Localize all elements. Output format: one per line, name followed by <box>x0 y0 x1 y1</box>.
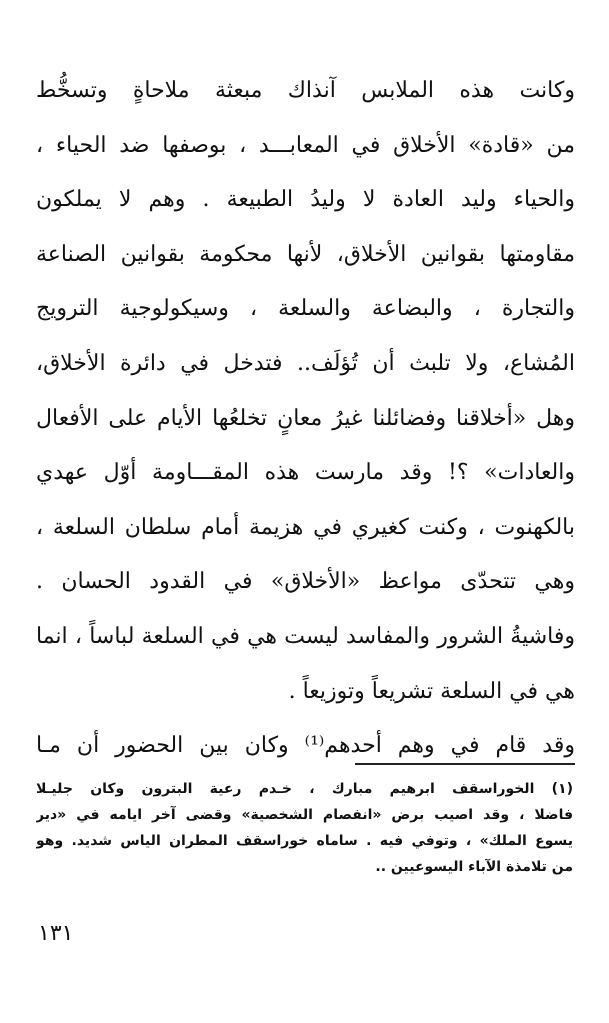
body-line: مقاومتها بقوانين الأخلاق، لأنها محكومة بقوانين الصناعة <box>36 241 575 267</box>
footnote-line: يسوع الملك» ، وتوفي فيه . ساماه خوراسقف المطران الياس شديد. وهو <box>36 833 573 849</box>
body-line: وكانت هذه الملابس آنذاك مبعثة ملاحاةٍ وتسخُّط <box>36 78 575 103</box>
footnote <box>36 776 573 880</box>
body-line: والعادات» ؟! وقد مارست هذه المقـــاومة أوّل عهدي <box>36 460 575 486</box>
body-line: والحياء وليد العادة لا وليدُ الطبيعة . وهم لا يملكون <box>36 187 575 213</box>
body-line: من «قادة» الأخلاق في المعابـــد ، بوصفها ضد الحياء ، <box>36 132 575 158</box>
footnote-separator <box>355 763 575 765</box>
body-line: وهي تتحدّى مواعظ «الأخلاق» في القدود الحسان . <box>36 569 575 595</box>
body-line: بالكهنوت ، وكنت كغيري في هزيمة أمام سلطان السلعة ، <box>36 514 575 540</box>
body-line: وقد قام في وهم أحدهم⁽¹⁾ وكان بين الحضور أن مـا <box>36 733 575 759</box>
footnote-line: فاضلا ، وقد اصيب برض «انفصام الشخصية» وقضى آخر ايامه في «دير <box>36 807 573 823</box>
body-line: المُشاع، ولا تلبث أن تُؤلَف.. فتدخل في دائرة الأخلاق، <box>36 350 575 376</box>
body-text <box>36 64 575 774</box>
body-line: والتجارة ، والبضاعة والسلعة ، وسيكولوجية الترويج <box>36 296 575 322</box>
page-number: ١٣١ <box>38 921 74 946</box>
body-line: هي في السلعة تشريعاً وتوزيعاً . <box>288 678 575 704</box>
body-line: وفاشيةُ الشرور والمفاسد ليست هي في السلعة لباساً ، انما <box>36 623 575 649</box>
footnote-line: (١) الخوراسقف ابرهيم مبارك ، خـدم رعية البترون وكان جليـلا <box>36 781 573 797</box>
body-line: وهل «أخلاقنا وفضائلنا غيرُ معانٍ تخلعُها الأيام على الأفعال <box>36 405 575 431</box>
footnote-line: من تلامذة الآباء اليسوعيين .. <box>375 859 573 875</box>
